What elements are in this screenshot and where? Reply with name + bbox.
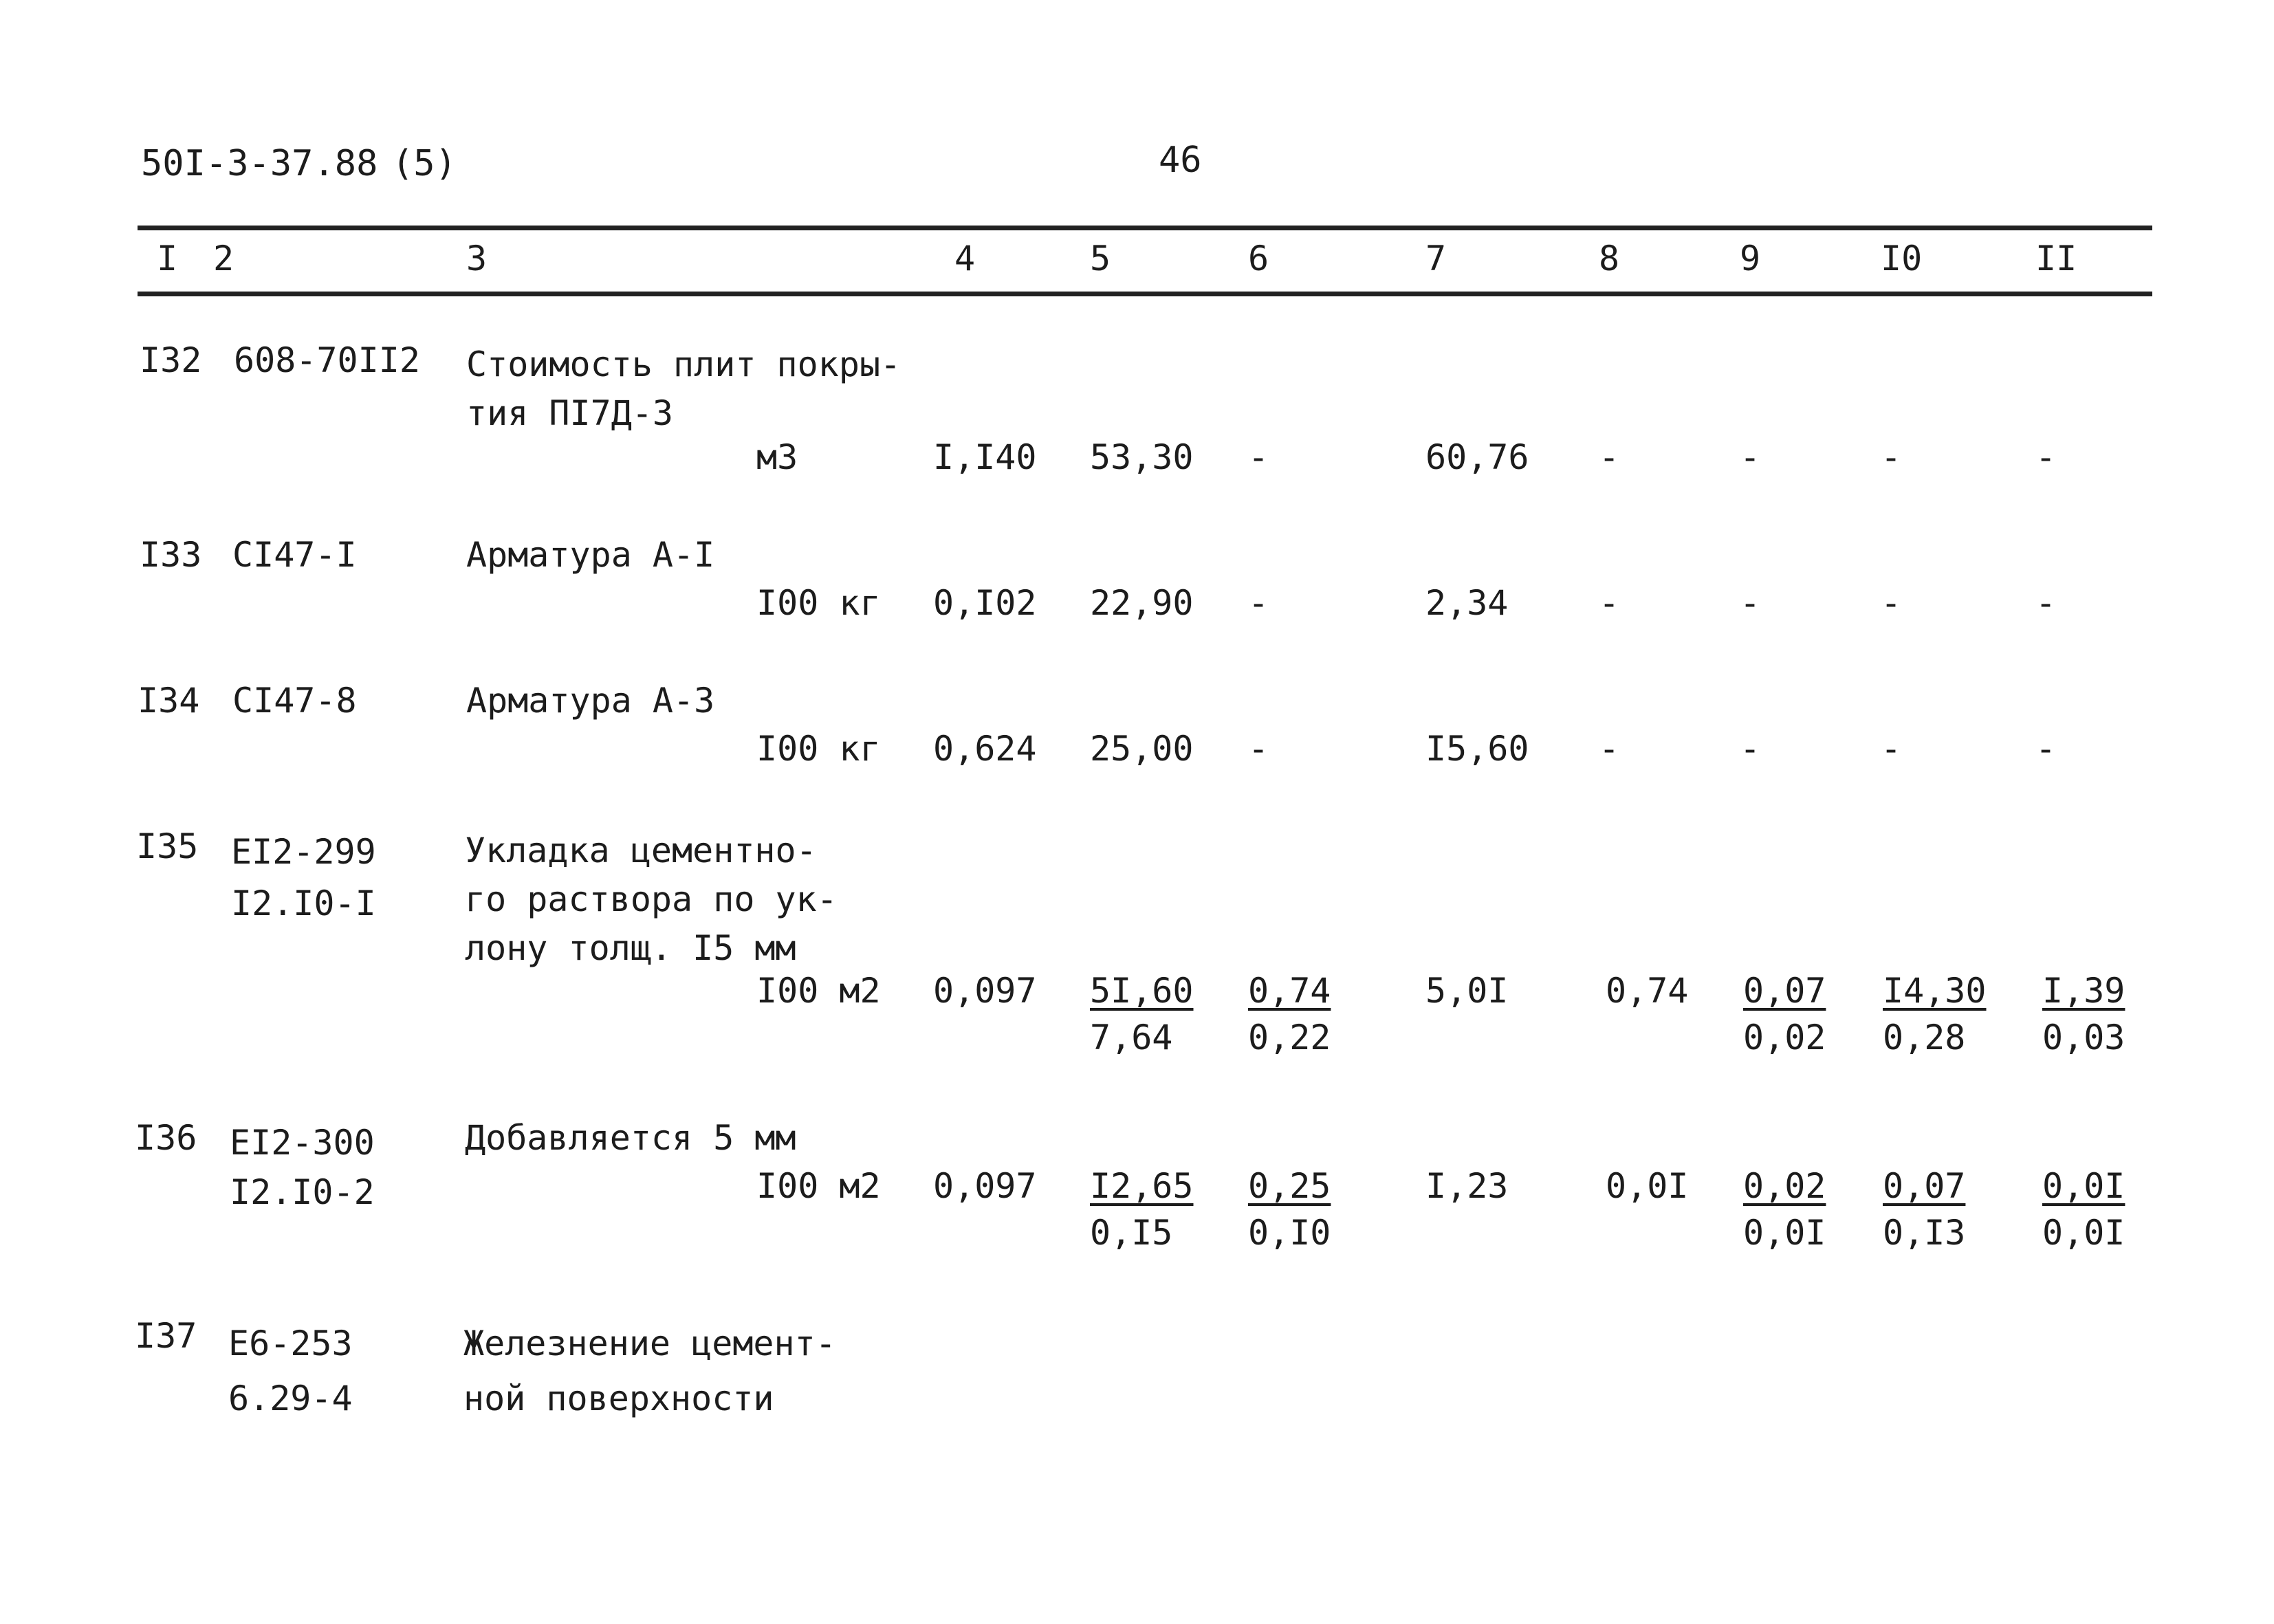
description-line: Укладка цементно- bbox=[465, 831, 817, 870]
col11-cell: - bbox=[2035, 437, 2057, 477]
document-code: 50I-3-37.88 bbox=[141, 143, 378, 184]
row-code-secondary: I2.I0-I bbox=[231, 884, 376, 923]
row-number: I37 bbox=[135, 1316, 197, 1356]
description-line: Стоимость плит покры- bbox=[466, 344, 901, 384]
col-header-9: 9 bbox=[1740, 239, 1761, 278]
col-header-6: 6 bbox=[1248, 239, 1269, 278]
col-header-8: 8 bbox=[1599, 239, 1620, 278]
row-code: EI2-300 bbox=[230, 1123, 375, 1163]
col10-cell: 0,07 bbox=[1883, 1166, 1966, 1206]
row-number: I32 bbox=[140, 340, 202, 380]
col11-cell: - bbox=[2035, 729, 2057, 769]
col6-cell: - bbox=[1248, 583, 1269, 623]
col-header-3: 3 bbox=[466, 239, 488, 278]
unit-cell: I00 м2 bbox=[756, 971, 881, 1011]
col10-subvalue: 0,28 bbox=[1883, 1018, 1966, 1057]
col9-cell: 0,07 bbox=[1743, 971, 1826, 1011]
col6-subvalue: 0,22 bbox=[1248, 1018, 1331, 1057]
col5-cell: 53,30 bbox=[1090, 437, 1194, 477]
col7-cell: I,23 bbox=[1425, 1166, 1509, 1206]
document-part: (5) bbox=[392, 143, 457, 184]
col8-cell: 0,0I bbox=[1606, 1166, 1689, 1206]
description-line: Железнение цемент- bbox=[463, 1324, 836, 1363]
col6-cell: - bbox=[1248, 437, 1269, 477]
quantity-cell: 0,I02 bbox=[933, 583, 1037, 623]
col11-subvalue: 0,03 bbox=[2042, 1018, 2125, 1057]
col8-cell: - bbox=[1599, 437, 1620, 477]
row-description: Арматура А-3 bbox=[466, 681, 715, 721]
col9-subvalue: 0,02 bbox=[1743, 1018, 1826, 1057]
quantity-cell: 0,097 bbox=[933, 971, 1037, 1011]
quantity-cell: 0,097 bbox=[933, 1166, 1037, 1206]
unit-cell: I00 м2 bbox=[756, 1166, 881, 1206]
row-codes bbox=[228, 1316, 353, 1426]
col8-cell: - bbox=[1599, 729, 1620, 769]
col-header-5: 5 bbox=[1090, 239, 1111, 278]
row-number: I35 bbox=[136, 826, 199, 866]
header-bottom-rule bbox=[138, 292, 2152, 296]
row-description: Арматура А-I bbox=[466, 535, 715, 575]
col7-cell: I5,60 bbox=[1425, 729, 1529, 769]
col5-cell: 25,00 bbox=[1090, 729, 1194, 769]
description-line: тия ПI7Д-3 bbox=[466, 393, 674, 433]
col5-cell: 5I,60 bbox=[1090, 971, 1194, 1011]
col5-subvalue: 0,I5 bbox=[1090, 1213, 1173, 1253]
col10-cell: I4,30 bbox=[1883, 971, 1987, 1011]
col6-cell: 0,25 bbox=[1248, 1166, 1331, 1206]
col9-cell: 0,02 bbox=[1743, 1166, 1826, 1206]
col10-cell: - bbox=[1881, 437, 1902, 477]
col9-cell: - bbox=[1740, 437, 1761, 477]
col6-subvalue: 0,I0 bbox=[1248, 1213, 1331, 1253]
col-header-4: 4 bbox=[954, 239, 976, 278]
col10-cell: - bbox=[1881, 583, 1902, 623]
quantity-cell: 0,624 bbox=[933, 729, 1037, 769]
row-code: EI2-299 bbox=[231, 832, 376, 872]
col5-cell: 22,90 bbox=[1090, 583, 1194, 623]
col10-cell: - bbox=[1881, 729, 1902, 769]
col6-cell: - bbox=[1248, 729, 1269, 769]
col5-subvalue: 7,64 bbox=[1090, 1018, 1173, 1057]
col8-cell: - bbox=[1599, 583, 1620, 623]
row-codes bbox=[230, 1118, 375, 1217]
col9-cell: - bbox=[1740, 729, 1761, 769]
header-top-rule bbox=[138, 226, 2152, 230]
col6-cell: 0,74 bbox=[1248, 971, 1331, 1011]
col11-cell: - bbox=[2035, 583, 2057, 623]
col-header-7: 7 bbox=[1425, 239, 1447, 278]
col7-cell: 5,0I bbox=[1425, 971, 1509, 1011]
row-code: 608-70II2 bbox=[234, 340, 420, 380]
col-header-11: II bbox=[2035, 239, 2077, 278]
row-description bbox=[466, 340, 901, 438]
row-code-secondary: I2.I0-2 bbox=[230, 1172, 375, 1212]
row-code: CI47-I bbox=[232, 535, 357, 575]
col5-cell: I2,65 bbox=[1090, 1166, 1194, 1206]
page-number: 46 bbox=[1159, 140, 1202, 181]
col11-cell: I,39 bbox=[2042, 971, 2125, 1011]
row-description bbox=[465, 826, 838, 973]
col-header-2: 2 bbox=[213, 239, 234, 278]
description-line: го раствора по ук- bbox=[465, 879, 838, 919]
col9-subvalue: 0,0I bbox=[1743, 1213, 1826, 1253]
col10-subvalue: 0,I3 bbox=[1883, 1213, 1966, 1253]
description-line: ной поверхности bbox=[463, 1379, 774, 1418]
unit-cell: I00 кг bbox=[756, 583, 881, 623]
row-code: E6-253 bbox=[228, 1324, 353, 1363]
unit-cell: м3 bbox=[756, 437, 798, 477]
quantity-cell: I,I40 bbox=[933, 437, 1037, 477]
unit-cell: I00 кг bbox=[756, 729, 881, 769]
row-number: I34 bbox=[138, 681, 200, 721]
description-line: лону толщ. I5 мм bbox=[465, 928, 796, 968]
row-description bbox=[463, 1316, 836, 1426]
col8-cell: 0,74 bbox=[1606, 971, 1689, 1011]
col7-cell: 60,76 bbox=[1425, 437, 1529, 477]
row-code-secondary: 6.29-4 bbox=[228, 1379, 353, 1418]
row-number: I36 bbox=[135, 1118, 197, 1158]
row-description: Добавляется 5 мм bbox=[465, 1118, 796, 1158]
col11-cell: 0,0I bbox=[2042, 1166, 2125, 1206]
col11-subvalue: 0,0I bbox=[2042, 1213, 2125, 1253]
col9-cell: - bbox=[1740, 583, 1761, 623]
col-header-1: I bbox=[157, 239, 178, 278]
row-code: CI47-8 bbox=[232, 681, 357, 721]
row-number: I33 bbox=[140, 535, 202, 575]
row-codes bbox=[231, 826, 376, 930]
col-header-10: I0 bbox=[1881, 239, 1923, 278]
col7-cell: 2,34 bbox=[1425, 583, 1509, 623]
